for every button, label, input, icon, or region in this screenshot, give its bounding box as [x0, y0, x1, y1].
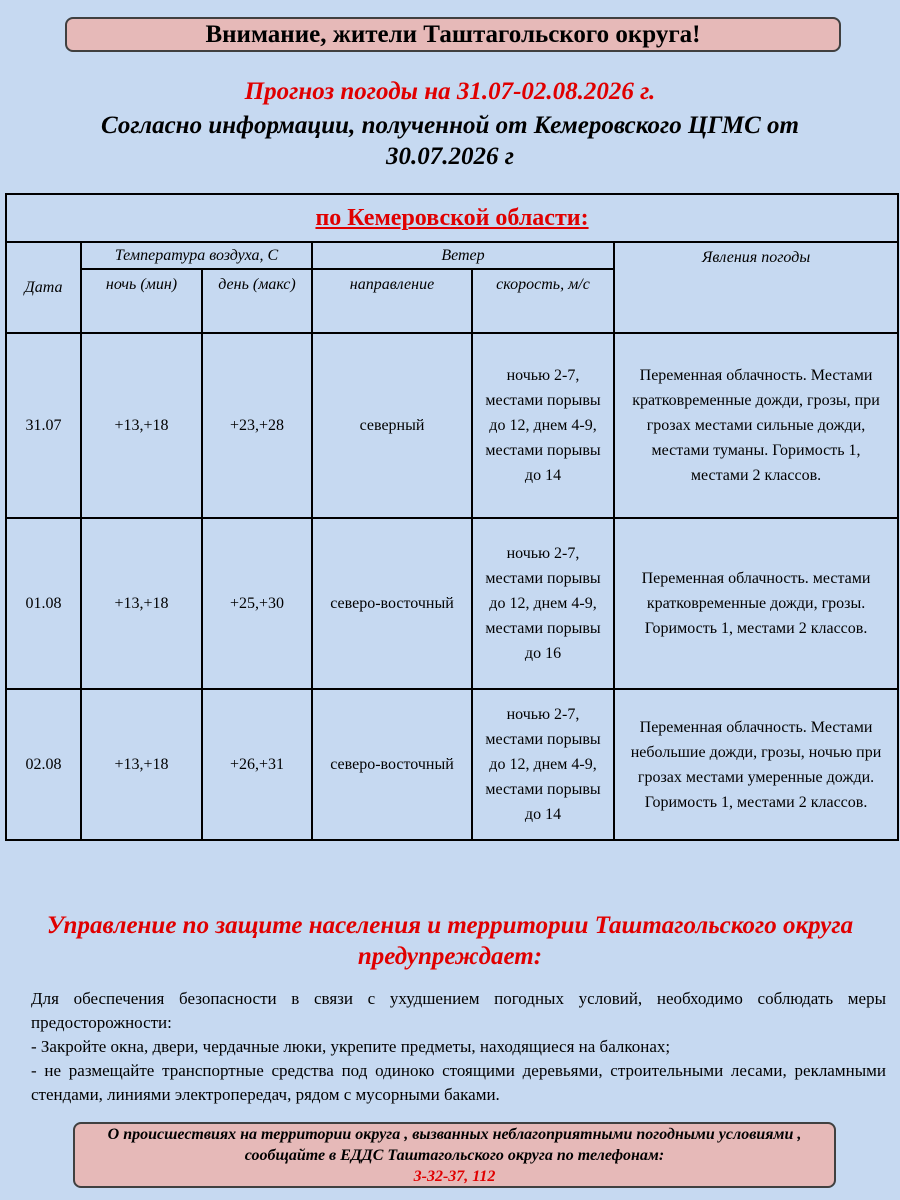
banner-text: Внимание, жители Таштагольского округа! — [205, 20, 701, 48]
attention-banner — [65, 17, 841, 52]
row-day-temp: +23,+28 — [202, 333, 312, 518]
row-date: 02.08 — [6, 689, 81, 840]
safety-advice — [31, 987, 886, 1107]
header-night: ночь (мин) — [81, 269, 202, 333]
row-wind-direction: северо-восточный — [312, 518, 472, 689]
row-night-temp: +13,+18 — [81, 518, 202, 689]
row-wind-direction: северо-восточный — [312, 689, 472, 840]
row-wind-speed: ночью 2-7, местами порывы до 12, днем 4-9, местами порывы до 14 — [472, 689, 614, 840]
header-row — [6, 242, 898, 269]
contact-text: О происшествиях на территории округа , вызванных неблагоприятными погодными условиями , сообщайте в ЕДДС Таштагольского округа по телефонам: — [107, 1125, 802, 1164]
header-direction: направление — [312, 269, 472, 333]
table-row — [6, 333, 898, 518]
table-row — [6, 689, 898, 840]
advice-item: - Закройте окна, двери, чердачные люки, укрепите предметы, находящиеся на балконах; — [31, 1037, 671, 1056]
row-night-temp: +13,+18 — [81, 689, 202, 840]
region-title: по Кемеровской области: — [315, 204, 589, 231]
row-day-temp: +25,+30 — [202, 518, 312, 689]
row-phenomena: Переменная облачность. Местами кратковременные дожди, грозы, при грозах местами сильные дожди, местами туманы. Горимость 1, местами 2 классов. — [614, 333, 898, 518]
region-cell — [6, 194, 898, 242]
row-wind-speed: ночью 2-7, местами порывы до 12, днем 4-9, местами порывы до 16 — [472, 518, 614, 689]
row-date: 31.07 — [6, 333, 81, 518]
header-date: Дата — [6, 242, 81, 333]
header-temperature: Температура воздуха, С — [81, 242, 312, 269]
row-night-temp: +13,+18 — [81, 333, 202, 518]
row-day-temp: +26,+31 — [202, 689, 312, 840]
forecast-table — [5, 193, 899, 841]
row-phenomena: Переменная облачность. Местами небольшие дожди, грозы, ночью при грозах местами умеренные дожди. Горимость 1, местами 2 классов. — [614, 689, 898, 840]
forecast-source: Согласно информации, полученной от Кемеровского ЦГМС от 30.07.2026 г — [101, 112, 799, 170]
row-date: 01.08 — [6, 518, 81, 689]
advice-item: - не размещайте транспортные средства под одиноко стоящими деревьями, строительными лесами, рекламными стендами, линиями электропередач, рядом с мусорными баками. — [31, 1061, 886, 1104]
header-day: день (макс) — [202, 269, 312, 333]
header-speed: скорость, м/с — [472, 269, 614, 333]
row-wind-direction: северный — [312, 333, 472, 518]
header-phenomena: Явления погоды — [614, 242, 898, 333]
row-wind-speed: ночью 2-7, местами порывы до 12, днем 4-9, местами порывы до 14 — [472, 333, 614, 518]
row-phenomena: Переменная облачность. местами кратковременные дожди, грозы. Горимость 1, местами 2 классов. — [614, 518, 898, 689]
advice-intro: Для обеспечения безопасности в связи с ухудшением погодных условий, необходимо соблюдать меры предосторожности: — [31, 989, 886, 1032]
table-row — [6, 518, 898, 689]
region-row — [6, 194, 898, 242]
forecast-title: Прогноз погоды на 31.07-02.08.2026 г. — [244, 78, 656, 105]
header-wind: Ветер — [312, 242, 614, 269]
phone-numbers: 3-32-37, 112 — [413, 1167, 496, 1185]
emergency-contact-box — [73, 1122, 836, 1188]
warning-title: Управление по защите населения и территории Таштагольского округа предупреждает: — [46, 912, 854, 970]
